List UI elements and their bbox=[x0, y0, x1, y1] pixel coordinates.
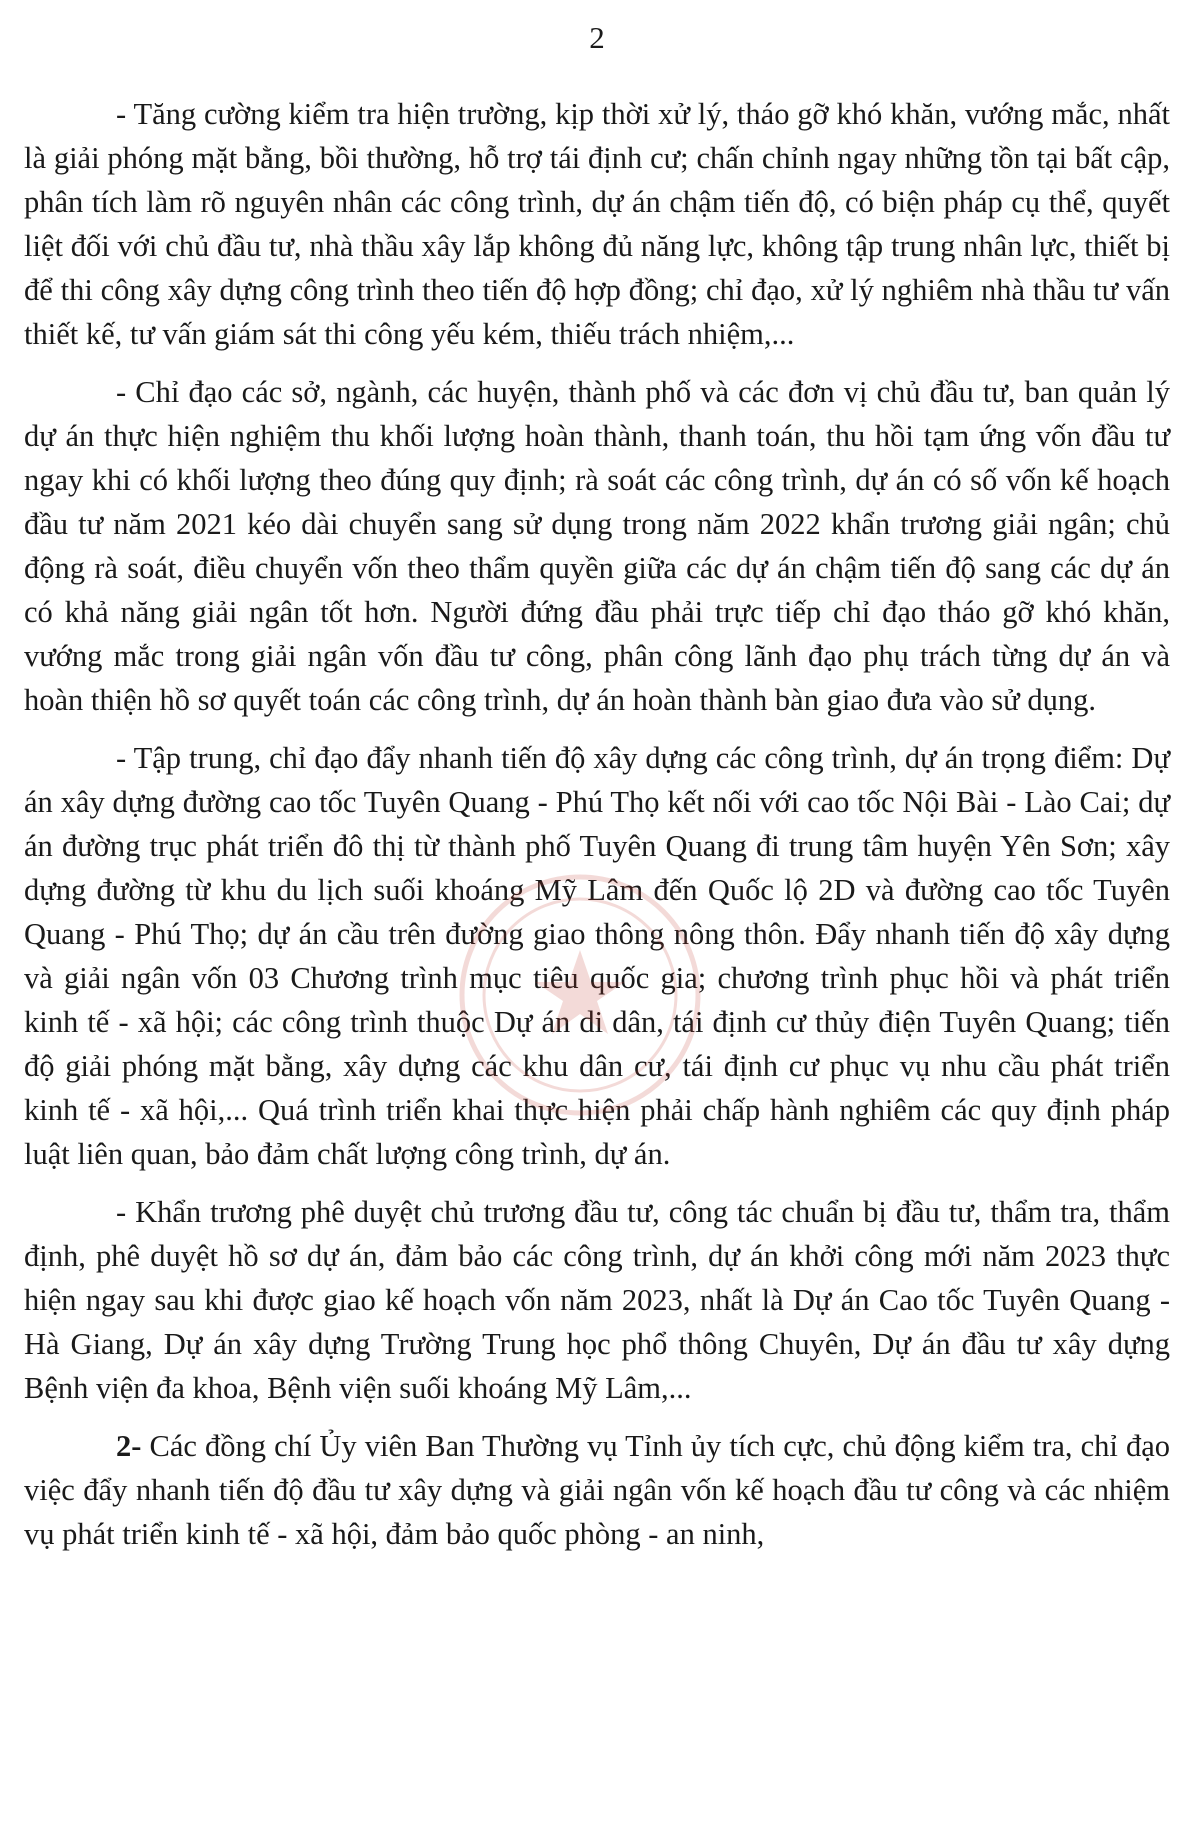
paragraph-text: - Khẩn trương phê duyệt chủ trương đầu tư, công tác chuẩn bị đầu tư, thẩm tra, thẩm định, phê duyệt hồ sơ dự án, đảm bảo các công trình, dự án khởi công mới năm 2023 thực hiện ngay sau khi được giao kế hoạch vốn năm 2023, nhất là Dự án Cao tốc Tuyên Quang - Hà Giang, Dự án xây dựng Trường Trung học phổ thông Chuyên, Dự án đầu tư xây dựng Bệnh viện đa khoa, Bệnh viện suối khoáng Mỹ Lâm,... bbox=[24, 1195, 1170, 1405]
paragraph-4 bbox=[24, 1190, 1170, 1410]
paragraph-text: - Chỉ đạo các sở, ngành, các huyện, thành phố và các đơn vị chủ đầu tư, ban quản lý dự án thực hiện nghiệm thu khối lượng hoàn thành, thanh toán, thu hồi tạm ứng vốn đầu tư ngay khi có khối lượng theo đúng quy định; rà soát các công trình, dự án có số vốn kế hoạch đầu tư năm 2021 kéo dài chuyển sang sử dụng trong năm 2022 khẩn trương giải ngân; chủ động rà soát, điều chuyển vốn theo thẩm quyền giữa các dự án chậm tiến độ sang các dự án có khả năng giải ngân tốt hơn. Người đứng đầu phải trực tiếp chỉ đạo tháo gỡ khó khăn, vướng mắc trong giải ngân vốn đầu tư công, phân công lãnh đạo phụ trách từng dự án và hoàn thiện hồ sơ quyết toán các công trình, dự án hoàn thành bàn giao đưa vào sử dụng. bbox=[24, 375, 1170, 717]
paragraph-3 bbox=[24, 736, 1170, 1176]
paragraph-text: Các đồng chí Ủy viên Ban Thường vụ Tỉnh ủy tích cực, chủ động kiểm tra, chỉ đạo việc đẩy nhanh tiến độ đầu tư xây dựng và giải ngân vốn kế hoạch đầu tư công và các nhiệm vụ phát triển kinh tế - xã hội, đảm bảo quốc phòng - an ninh, bbox=[24, 1429, 1170, 1551]
paragraph-text: - Tập trung, chỉ đạo đẩy nhanh tiến độ xây dựng các công trình, dự án trọng điểm: Dự án xây dựng đường cao tốc Tuyên Quang - Phú Thọ kết nối với cao tốc Nội Bài - Lào Cai; dự án đường trục phát triển đô thị từ thành phố Tuyên Quang đi trung tâm huyện Yên Sơn; xây dựng đường từ khu du lịch suối khoáng Mỹ Lâm đến Quốc lộ 2D và đường cao tốc Tuyên Quang - Phú Thọ; dự án cầu trên đường giao thông nông thôn. Đẩy nhanh tiến độ xây dựng và giải ngân vốn 03 Chương trình mục tiêu quốc gia; chương trình phục hồi và phát triển kinh tế - xã hội; các công trình thuộc Dự án di dân, tái định cư thủy điện Tuyên Quang; tiến độ giải phóng mặt bằng, xây dựng các khu dân cư, tái định cư phục vụ nhu cầu phát triển kinh tế - xã hội,... Quá trình triển khai thực hiện phải chấp hành nghiêm các quy định pháp luật liên quan, bảo đảm chất lượng công trình, dự án. bbox=[24, 741, 1170, 1171]
paragraph-text: - Tăng cường kiểm tra hiện trường, kịp thời xử lý, tháo gỡ khó khăn, vướng mắc, nhất là giải phóng mặt bằng, bồi thường, hỗ trợ tái định cư; chấn chỉnh ngay những tồn tại bất cập, phân tích làm rõ nguyên nhân các công trình, dự án chậm tiến độ, có biện pháp cụ thể, quyết liệt đối với chủ đầu tư, nhà thầu xây lắp không đủ năng lực, không tập trung nhân lực, thiết bị để thi công xây dựng công trình theo tiến độ hợp đồng; chỉ đạo, xử lý nghiêm nhà thầu tư vấn thiết kế, tư vấn giám sát thi công yếu kém, thiếu trách nhiệm,... bbox=[24, 97, 1170, 351]
paragraph-2 bbox=[24, 370, 1170, 722]
section-number: 2- bbox=[116, 1429, 142, 1463]
paragraph-1 bbox=[24, 92, 1170, 356]
page-number: 2 bbox=[589, 20, 605, 55]
paragraph-5 bbox=[24, 1424, 1170, 1556]
